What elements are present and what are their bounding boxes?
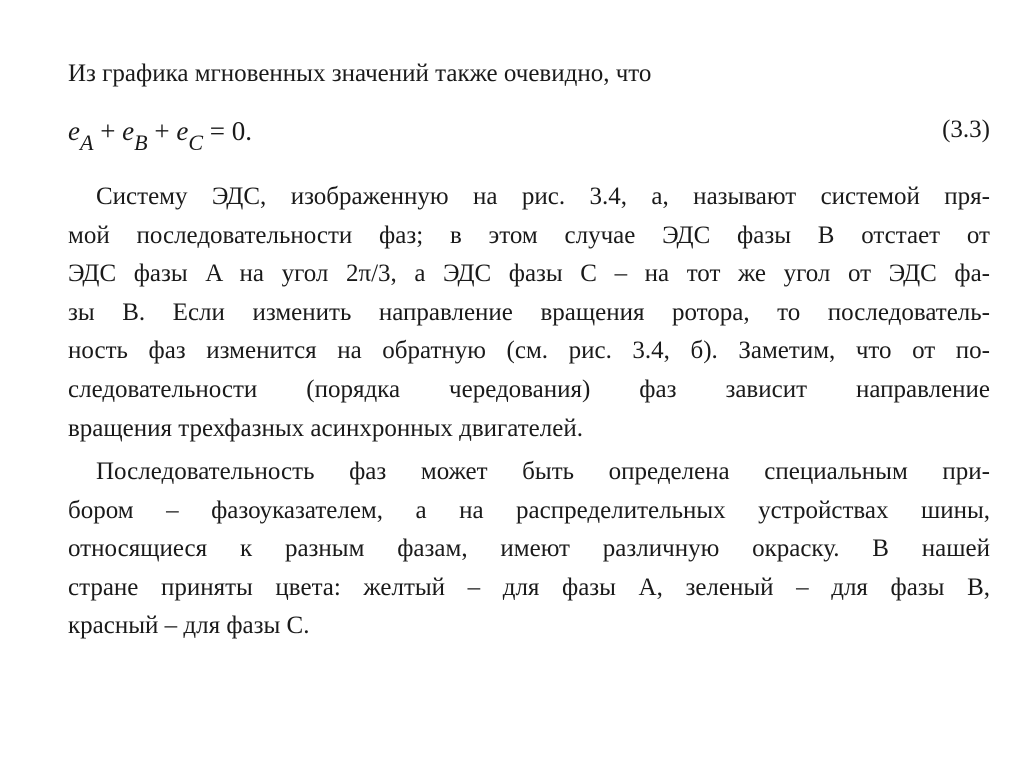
text-line: ность фаз изменится на обратную (см. рис. 3.4, б). Заметим, что от по- [68,337,990,365]
eq-term-b: e [122,116,135,146]
eq-plus-2: + [147,116,177,146]
eq-term-a: e [68,116,80,146]
eq-sub-c: C [188,130,204,155]
equation-number: (3.3) [942,116,990,143]
text-line: Систему ЭДС, изображенную на рис. 3.4, а, называют системой пря- [96,183,990,210]
eq-sub-b: B [134,130,148,155]
text-line: красный – для фазы C. [68,612,310,640]
text-line: мой последовательности фаз; в этом случае ЭДС фазы B отстает от [68,221,990,249]
text-line: стране приняты цвета: желтый – для фазы A, зеленый – для фазы B, [68,573,990,601]
text-line: вращения трехфазных асинхронных двигателей. [68,414,583,442]
eq-plus-1: + [93,116,123,146]
text-line: ЭДС фазы A на угол 2π/3, а ЭДС фазы C – на тот же угол от ЭДС фа- [68,260,990,288]
text-line: Последовательность фаз может быть определена специальным при- [96,458,990,485]
eq-rhs: = 0. [203,116,252,146]
eq-sub-a: A [79,130,94,155]
intro-line: Из графика мгновенных значений также очевидно, что [68,60,652,87]
equation-3-3 [68,112,990,160]
eq-term-c: e [176,116,189,146]
paragraph-phase-colors [68,453,990,646]
paragraph-phase-sequence [68,178,990,448]
text-line: бором – фазоуказателем, а на распределительных устройствах шины, [68,496,990,524]
text-line: зы B. Если изменить направление вращения ротора, то последователь- [68,298,990,326]
text-line: относящиеся к разным фазам, имеют различную окраску. В нашей [68,535,990,563]
equation-formula [68,116,252,156]
text-line: следовательности (порядка чередования) фаз зависит направление [68,375,990,403]
